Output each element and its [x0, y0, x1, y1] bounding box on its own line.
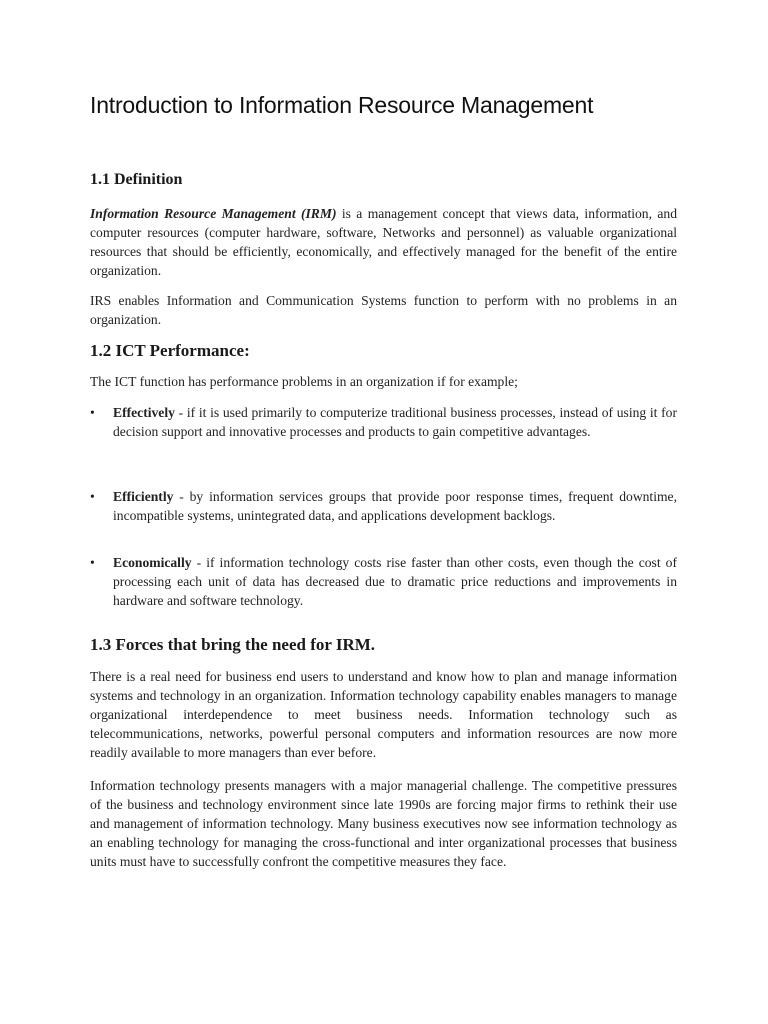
- bullet-term: Economically: [113, 555, 192, 570]
- bullet-description: - by information services groups that provide poor response times, frequent downtime, incompatible systems, unintegrated data, and applications development backlogs.: [113, 489, 677, 523]
- irm-term: Information Resource Management (IRM): [90, 206, 337, 221]
- section-heading-forces: 1.3 Forces that bring the need for IRM.: [90, 635, 376, 654]
- bullet-description: - if information technology costs rise faster than other costs, even though the cost of processing each unit of data has decreased due to dramatic price reductions and improvements in hardware and software technology.: [113, 555, 677, 608]
- bullet-text: [113, 553, 677, 610]
- forces-paragraph-1: There is a real need for business end users to understand and know how to plan and manage information systems and technology in an organization. Information technology capability enables managers to manage organizational interdependence to meet business needs. Information technology such as telecommunications, networks, powerful personal computers and information resources are now more readily available to more managers than ever before.: [90, 669, 677, 760]
- bullet-term: Effectively: [113, 405, 175, 420]
- bullet-description: - if it is used primarily to computerize traditional business processes, instead of using it for decision support and innovative processes and products to gain competitive advantages.: [113, 405, 677, 439]
- bullet-icon: •: [90, 489, 95, 504]
- ict-intro-paragraph: The ICT function has performance problems in an organization if for example;: [90, 374, 518, 389]
- bullet-term: Efficiently: [113, 489, 174, 504]
- bullet-icon: •: [90, 405, 95, 420]
- bullet-effectively: [90, 403, 677, 441]
- bullet-text: [113, 487, 677, 525]
- definition-text: is a management concept that views data, information, and computer resources (computer hardware, software, Networks and personnel) as valuable organizational resources that should be efficiently, economically, and effectively managed for the benefit of the entire organization.: [90, 206, 677, 278]
- bullet-text: [113, 403, 677, 441]
- definition-paragraph: [90, 204, 677, 280]
- section-heading-definition: 1.1 Definition: [90, 171, 183, 188]
- bullet-icon: •: [90, 555, 95, 570]
- bullet-efficiently: [90, 487, 677, 525]
- forces-paragraph-2: Information technology presents managers with a major managerial challenge. The competitive pressures of the business and technology environment since late 1990s are forcing major firms to rethink their use and management of information technology. Many business executives now see information technology as an enabling technology for managing the cross-functional and inter organizational processes that business units must have to successfully confront the competitive measures they face.: [90, 778, 677, 869]
- section-heading-ict-performance: 1.2 ICT Performance:: [90, 341, 250, 360]
- irs-paragraph: IRS enables Information and Communication Systems function to perform with no problems in an organization.: [90, 293, 677, 327]
- bullet-economically: [90, 553, 677, 610]
- page-title: Introduction to Information Resource Management: [90, 92, 594, 118]
